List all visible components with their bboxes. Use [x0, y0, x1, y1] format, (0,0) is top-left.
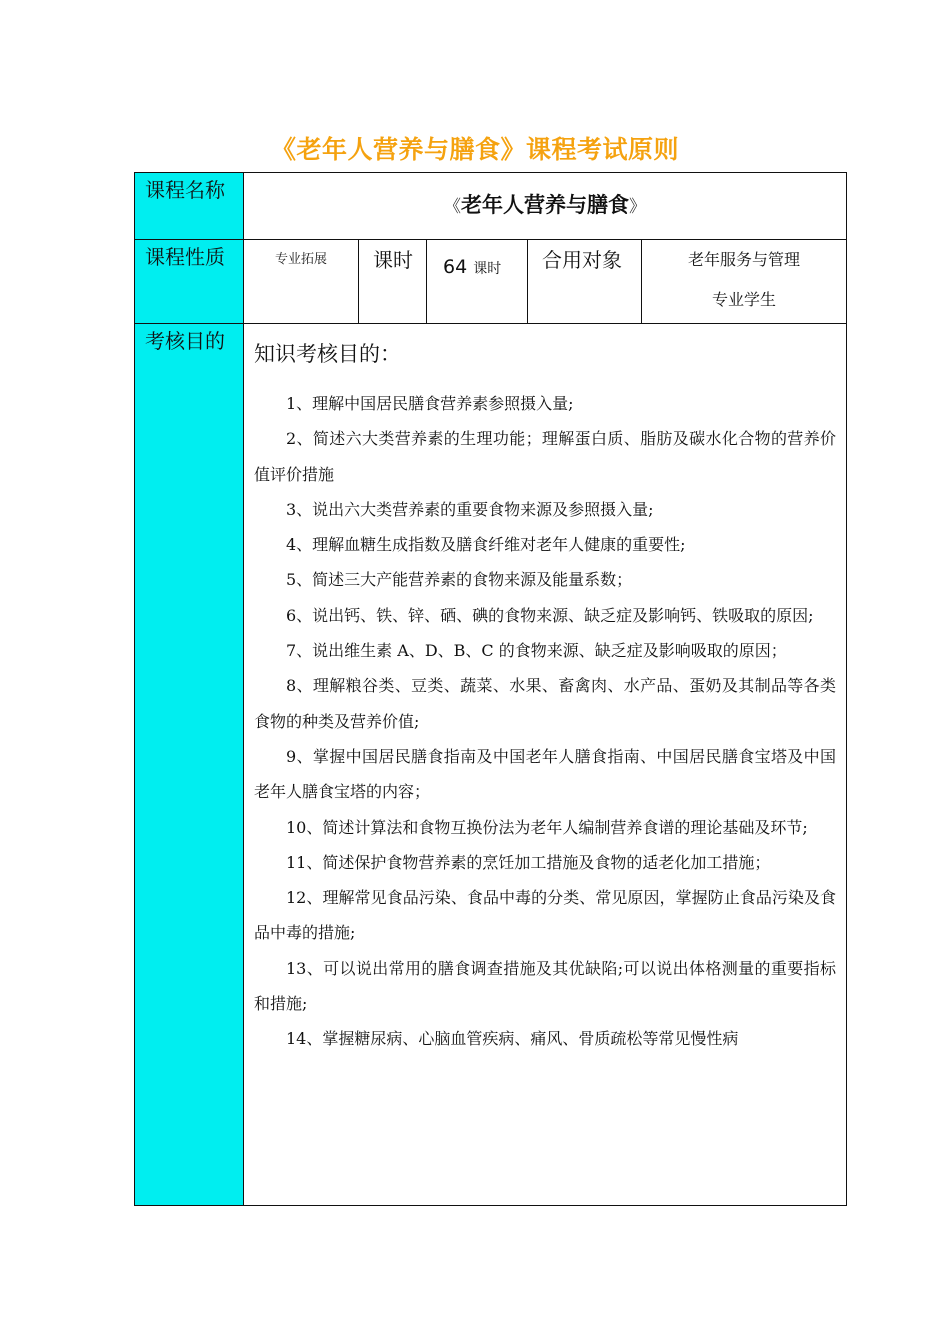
objective-item: 7、说出维生素 A、D、B、C 的食物来源、缺乏症及影响吸取的原因； — [286, 641, 787, 661]
objective-content — [244, 324, 847, 1206]
course-name-label: 课程名称 — [135, 173, 244, 240]
exam-principles-table — [134, 172, 847, 1206]
target-audience-value — [642, 240, 847, 324]
objective-item: 11、简述保护食物营养素的烹饪加工措施及食物的适老化加工措施； — [286, 852, 771, 872]
course-nature-value: 专业拓展 — [244, 240, 359, 324]
objective-item: 13、可以说出常用的膳食调查措施及其优缺陷;可以说出体格测量的重要指标和措施; — [254, 958, 837, 1014]
page-title: 《老年人营养与膳食》课程考试原则 — [270, 135, 679, 164]
hours-label: 课时 — [359, 240, 427, 324]
objective-item: 6、说出钙、铁、锌、硒、碘的食物来源、缺乏症及影响钙、铁吸取的原因; — [286, 605, 814, 625]
objective-label: 考核目的 — [135, 324, 244, 1206]
course-name-close-bracket: 》 — [629, 197, 647, 217]
objective-item: 9、掌握中国居民膳食指南及中国老年人膳食指南、中国居民膳食宝塔及中国老年人膳食宝塔的内容； — [254, 746, 837, 802]
hours-value — [427, 240, 528, 324]
course-name-open-bracket: 《 — [444, 197, 462, 217]
objective-item: 10、简述计算法和食物互换份法为老年人编制营养食谱的理论基础及环节; — [286, 817, 808, 837]
hours-unit: 课时 — [473, 261, 502, 277]
knowledge-heading: 知识考核目的： — [254, 342, 401, 366]
objective-item: 14、掌握糖尿病、心脑血管疾病、痛风、骨质疏松等常见慢性病 — [286, 1029, 739, 1049]
objective-item: 3、说出六大类营养素的重要食物来源及参照摄入量; — [286, 499, 654, 519]
objective-item: 5、简述三大产能营养素的食物来源及能量系数； — [286, 570, 633, 590]
course-name-text: 老年人营养与膳食 — [461, 193, 630, 217]
objective-item: 2、简述六大类营养素的生理功能；理解蛋白质、脂肪及碳水化合物的营养价值评价措施 — [254, 429, 837, 484]
objective-item: 4、理解血糖生成指数及膳食纤维对老年人健康的重要性; — [286, 535, 686, 555]
objective-item: 12、理解常见食品污染、食品中毒的分类、常见原因，掌握防止食品污染及食品中毒的措施; — [254, 888, 837, 943]
target-audience-line1: 老年服务与管理 — [688, 250, 801, 269]
course-nature-label: 课程性质 — [135, 240, 244, 324]
course-name-value — [244, 173, 847, 240]
objective-item: 8、理解粮谷类、豆类、蔬菜、水果、畜禽肉、水产品、蛋奶及其制品等各类食物的种类及营养价值; — [254, 676, 837, 731]
target-audience-line2: 专业学生 — [712, 290, 777, 309]
target-audience-label: 合用对象 — [528, 240, 642, 324]
objective-item: 1、理解中国居民膳食营养素参照摄入量; — [286, 394, 574, 413]
hours-number: 64 — [443, 256, 468, 278]
